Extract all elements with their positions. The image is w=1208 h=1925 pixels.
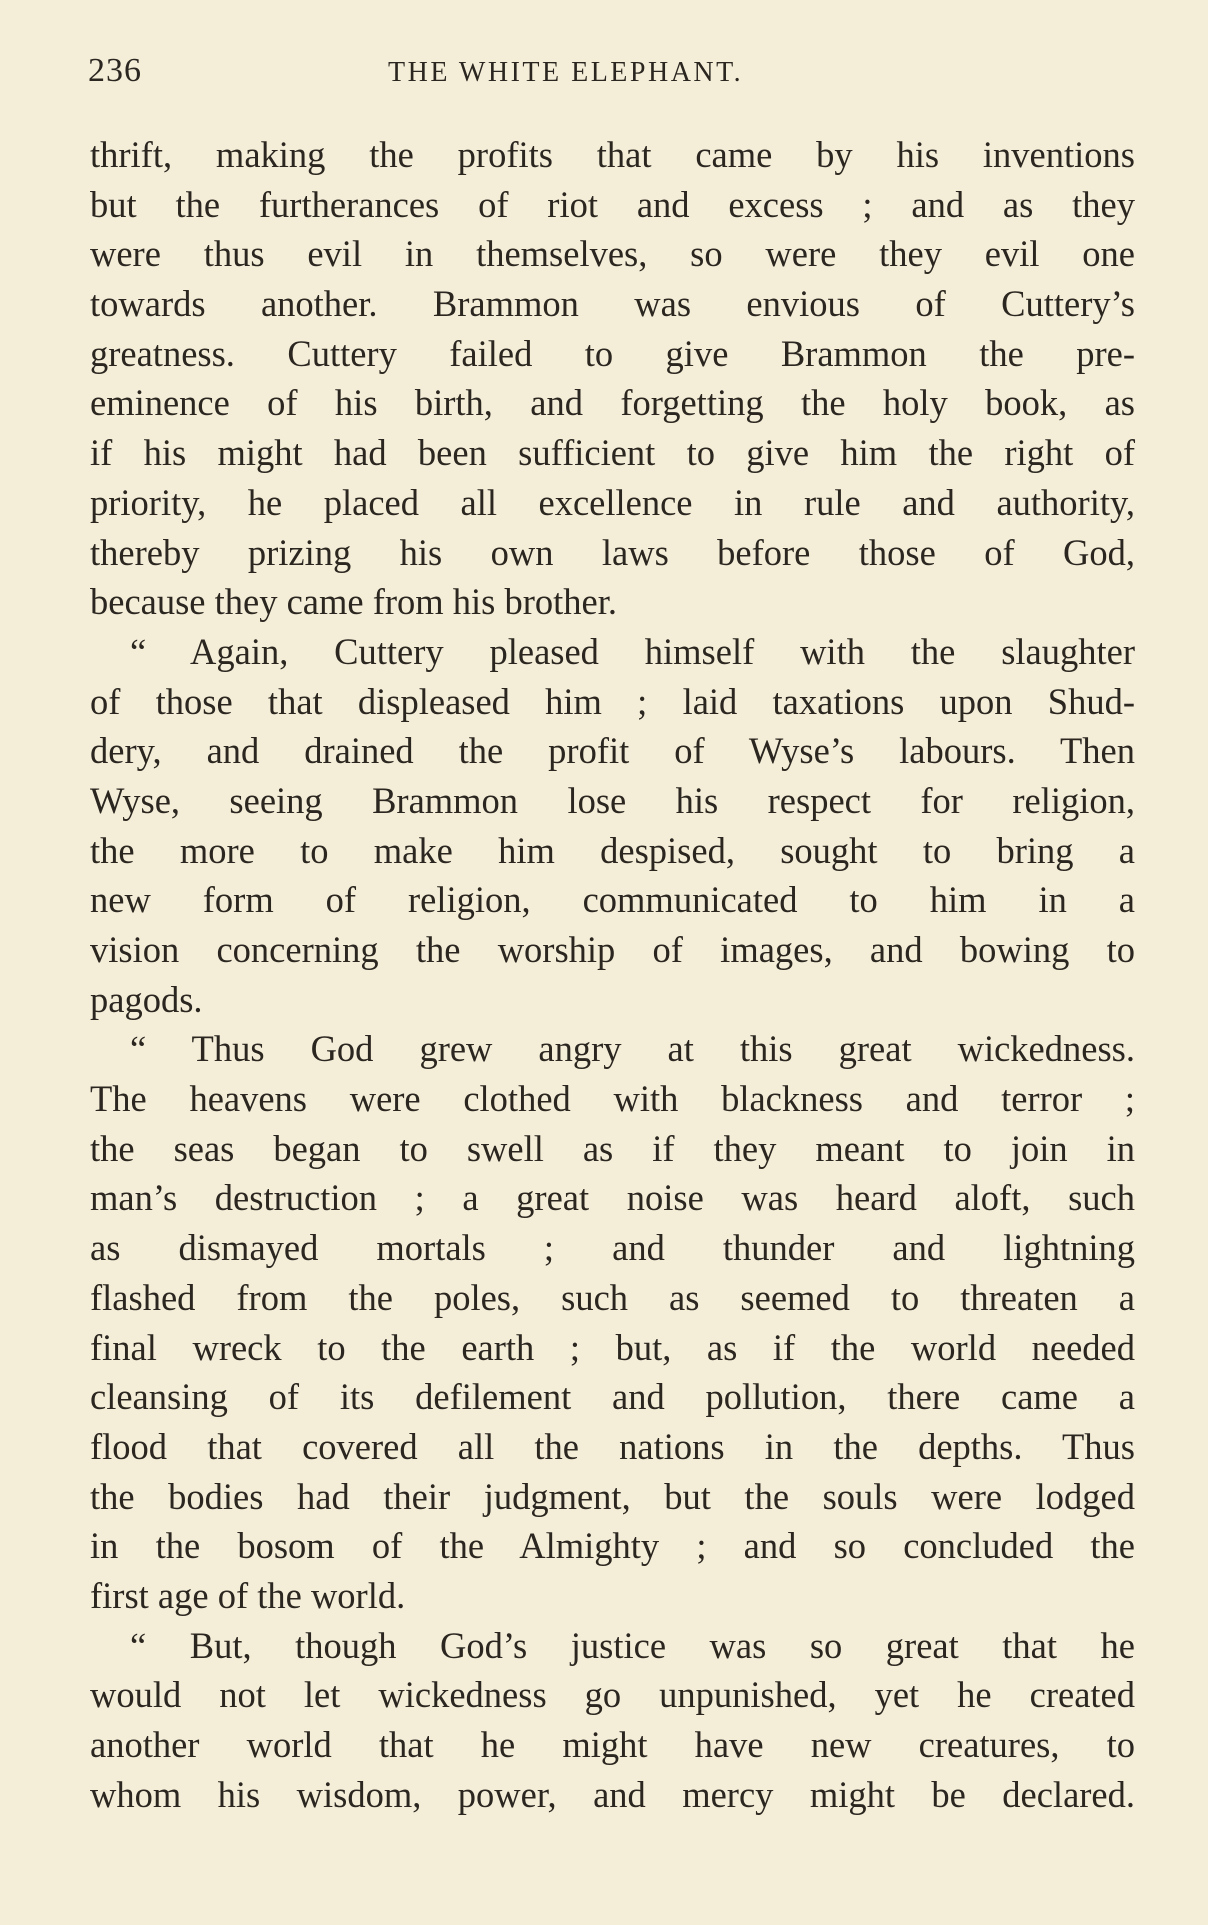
text-line: first age of the world. <box>90 1574 406 1616</box>
text-line: flashed from the poles, such as seemed to threaten a <box>90 1276 1135 1318</box>
text-line: eminence of his birth, and forgetting the holy book, as <box>90 382 1135 424</box>
running-title: THE WHITE ELEPHANT. <box>388 57 744 88</box>
text-line: because they came from his brother. <box>90 581 618 623</box>
text-line: man’s destruction ; a great noise was heard aloft, such <box>90 1177 1135 1219</box>
text-line: dery, and drained the profit of Wyse’s labours. Then <box>90 730 1135 772</box>
text-line: would not let wickedness go unpunished, yet he created <box>90 1674 1135 1716</box>
text-line: were thus evil in themselves, so were they evil one <box>90 233 1135 275</box>
text-line: Wyse, seeing Brammon lose his respect for religion, <box>90 779 1135 821</box>
text-line: towards another. Brammon was envious of Cuttery’s <box>90 283 1135 325</box>
text-line: “ Again, Cuttery pleased himself with the slaughter <box>130 630 1135 672</box>
text-line: pagods. <box>90 978 203 1020</box>
text-line: thrift, making the profits that came by his inventions <box>90 134 1135 175</box>
text-line: “ Thus God grew angry at this great wickedness. <box>130 1028 1135 1070</box>
text-line: another world that he might have new creatures, to <box>90 1724 1135 1765</box>
text-line: “ But, though God’s justice was so great that he <box>130 1624 1135 1666</box>
paragraph-3 <box>90 1024 1135 1620</box>
text-line: the seas began to swell as if they meant to join in <box>90 1127 1135 1169</box>
text-line: cleansing of its defilement and pollution, there came a <box>90 1376 1135 1418</box>
page-number: 236 <box>88 52 142 89</box>
body-text <box>90 130 1135 1819</box>
text-line: the bodies had their judgment, but the souls were lodged <box>90 1475 1135 1517</box>
paragraph-4 <box>90 1621 1135 1820</box>
text-line: of those that displeased him ; laid taxations upon Shud- <box>90 680 1135 722</box>
text-line: the more to make him despised, sought to bring a <box>90 829 1135 871</box>
text-line: but the furtherances of riot and excess ; and as they <box>90 183 1135 225</box>
text-line: thereby prizing his own laws before those of God, <box>90 531 1135 573</box>
paragraph-2 <box>90 627 1135 1025</box>
page-header <box>88 52 1136 96</box>
text-line: priority, he placed all excellence in rule and authority, <box>90 481 1135 523</box>
paragraph-1 <box>90 130 1135 627</box>
text-line: as dismayed mortals ; and thunder and lightning <box>90 1227 1135 1269</box>
text-line: if his might had been sufficient to give him the right of <box>90 432 1135 474</box>
text-line: The heavens were clothed with blackness and terror ; <box>90 1078 1135 1120</box>
text-line: in the bosom of the Almighty ; and so concluded the <box>90 1525 1135 1567</box>
text-line: greatness. Cuttery failed to give Brammon the pre- <box>90 332 1135 374</box>
text-line: flood that covered all the nations in the depths. Thus <box>90 1425 1135 1467</box>
text-line: new form of religion, communicated to him in a <box>90 879 1135 921</box>
text-line: final wreck to the earth ; but, as if the world needed <box>90 1326 1135 1368</box>
text-line: vision concerning the worship of images, and bowing to <box>90 929 1135 970</box>
text-line: whom his wisdom, power, and mercy might be declared. <box>90 1773 1135 1815</box>
